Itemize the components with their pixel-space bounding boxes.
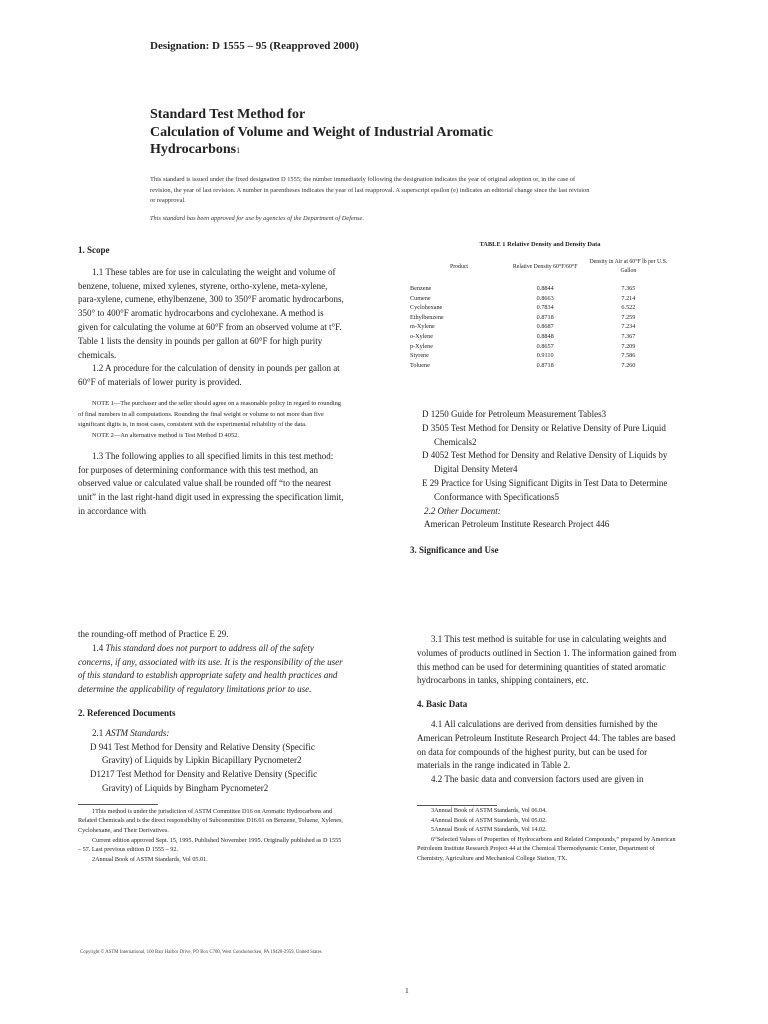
- table-header-row: [410, 258, 670, 276]
- footnote-1b: Current edition approved Sept. 15, 1995. Published November 1995. Originally published as D 1555 – 57. Last previous edition D 1555 – 92.: [78, 836, 342, 854]
- reference-d1217: D1217 Test Method for Density and Relative Density (Specific Gravity) of Liquids by Bingham Pycnometer2: [90, 769, 318, 793]
- table-row: [410, 294, 670, 304]
- product-cell: Ethylbenzene: [410, 313, 444, 321]
- relative-density-cell: 0.8663: [536, 294, 554, 302]
- section-3-heading: 3. Significance and Use: [410, 545, 499, 556]
- relative-density-cell: 0.8687: [536, 323, 554, 331]
- table-row: [410, 332, 670, 342]
- paragraph-4-2: 4.2 The basic data and conversion factors used are given in: [431, 774, 644, 785]
- page-number: 1: [405, 986, 409, 995]
- section-2-heading: 2. Referenced Documents: [78, 707, 176, 718]
- relative-density-cell: 0.8848: [536, 332, 554, 340]
- note-2: NOTE 2—An alternative method is Test Method D 4052.: [92, 432, 239, 440]
- reference-d4052: D 4052 Test Method for Density and Relative Density of Liquids by Digital Density Meter4: [422, 450, 668, 475]
- paragraph-1-4: 1.4 This standard does not purport to address all of the safety concerns, if any, associated with its use. It is the responsibility of the user of this standard to establish appropriate safety and health practices and determine the applicability of regulatory limitations prior to use.: [78, 642, 343, 695]
- table-header-relative-density: Relative Density 60°F/60°F: [512, 263, 578, 270]
- copyright-notice: Copyright © ASTM International, 100 Barr Harbor Drive, PO Box C700, West Conshohocken, PA 19428-2959, United States: [80, 950, 322, 955]
- relative-density-cell: 0.8844: [536, 285, 554, 292]
- standard-notice: This standard is issued under the fixed designation D 1555; the number immediately following the designation indicates the year of original adoption or, in the case of revision, the year of last revision. A number in parentheses indicates the year of last reapproval. A superscript epsilon (e) indicates an editorial change since the last revision or reapproval.: [150, 176, 590, 205]
- density-cell: 6.522: [621, 304, 636, 312]
- density-table: [410, 258, 670, 370]
- reference-d1250: D 1250 Guide for Petroleum Measurement Tables3: [422, 409, 607, 419]
- density-cell: 7.234: [621, 323, 636, 331]
- paragraph-4-1: 4.1 All calculations are derived from densities furnished by the American Petroleum Institute Research Project 44. The tables are based on data for compounds of the highest purity, but can be used for materials in the range indicated in Table 2.: [417, 718, 676, 771]
- product-cell: o-Xylene: [410, 332, 434, 340]
- table-body: [410, 284, 670, 370]
- relative-density-cell: 0.8718: [536, 361, 554, 369]
- table-row: [410, 361, 670, 371]
- right-column-lower: [417, 633, 679, 864]
- footnote-divider: [78, 804, 158, 805]
- density-cell: 7.214: [621, 294, 636, 302]
- left-column-upper: [78, 244, 344, 519]
- paragraph-1-3-continued: the rounding-off method of Practice E 29.: [78, 629, 229, 639]
- reference-d941: D 941 Test Method for Density and Relative Density (Specific Gravity) of Liquids by Lipkin Bicapillary Pycnometer2: [90, 741, 315, 766]
- paragraph-2-1: 2.1 ASTM Standards:: [92, 727, 170, 738]
- section-4-heading: 4. Basic Data: [417, 699, 468, 710]
- table-header-density: Density in Air at 60°F lb per U.S. Gallon: [589, 259, 668, 274]
- title-line-2: Calculation of Volume and Weight of Industrial Aromatic: [150, 124, 493, 140]
- density-cell: 7.365: [621, 285, 636, 292]
- table-row: [410, 313, 670, 323]
- title-footnote-mark: 1: [236, 146, 241, 155]
- density-cell: 7.586: [621, 352, 636, 360]
- reference-e29: E 29 Practice for Using Significant Digits in Test Data to Determine Conformance with Specifications5: [422, 477, 668, 502]
- right-column-upper: [410, 408, 680, 558]
- product-cell: p-Xylene: [410, 342, 434, 350]
- table-1-title: TABLE 1 Relative Density and Density Data: [479, 241, 601, 248]
- density-cell: 7.260: [621, 361, 636, 369]
- relative-density-cell: 0.9110: [536, 352, 554, 360]
- left-column-lower: [78, 628, 344, 864]
- table-row: [410, 322, 670, 332]
- relative-density-cell: 0.8657: [536, 342, 554, 350]
- approval-notice: This standard has been approved for use by agencies of the Department of Defense.: [150, 215, 364, 222]
- table-1: [410, 241, 670, 370]
- paragraph-1-2: 1.2 A procedure for the calculation of density in pounds per gallon at 60°F of materials of lower purity is provided.: [78, 363, 340, 388]
- reference-d3505: D 3505 Test Method for Density or Relative Density of Pure Liquid Chemicals2: [422, 422, 666, 447]
- density-cell: 7.259: [621, 313, 636, 321]
- product-cell: Styrene: [410, 352, 429, 360]
- section-1-heading: 1. Scope: [78, 245, 110, 255]
- footnote-4: 4Annual Book of ASTM Standards, Vol 05.02.: [431, 816, 547, 824]
- table-row: [410, 303, 670, 313]
- density-cell: 7.209: [621, 342, 636, 350]
- table-row: [410, 342, 670, 352]
- title-line-1: Standard Test Method for: [150, 107, 306, 122]
- product-cell: Cumene: [410, 294, 431, 302]
- note-1: NOTE 1—The purchaser and the seller should agree on a reasonable policy in regard to rounding of final numbers in all computations. Rounding the final weight or volume to not more than five significant digits is, in most cases, consistent with the experimental reliability of the data.: [78, 399, 341, 429]
- product-cell: Toluene: [410, 361, 430, 369]
- table-header-product: Product: [450, 263, 469, 270]
- product-cell: m-Xylene: [410, 323, 435, 331]
- table-row: [410, 284, 670, 294]
- density-cell: 7.367: [621, 332, 636, 340]
- document-title: [150, 106, 590, 160]
- paragraph-1-1: 1.1 These tables are for use in calculating the weight and volume of benzene, toluene, mixed xylenes, styrene, ortho-xylene, meta-xylene, para-xylene, cumene, ethylbenzene, 300 to 350°F aromatic hydrocarbons, 350° to 400°F aromatic hydrocarbons and cyclohexane. A method is given for calculating the volume at 60°F from an observed volume at t°F. Table 1 lists the density in pounds per gallon at 60°F for high purity chemicals.: [78, 266, 344, 360]
- footnote-6: 6“Selected Values of Properties of Hydrocarbons and Related Compounds,” prepared by American Petroleum Institute Research Project 44 at the Chemical Thermodynamic Center, Department of Chemistry, Agriculture and Mechanical College Station, TX.: [417, 835, 676, 862]
- footnote-3: 3Annual Book of ASTM Standards, Vol 06.04.: [431, 806, 547, 814]
- paragraph-1-3: 1.3 The following applies to all specified limits in this test method: for purposes of determining conformance with this test method, an observed value or calculated value shall be rounded off “to the nearest unit” in the last right-hand digit used in expressing the specification limit, in accordance with: [78, 450, 344, 516]
- footnote-1: 1This method is under the jurisdiction of ASTM Committee D16 on Aromatic Hydrocarbons and Related Chemicals and is the direct responsibility of Subcommittee D16.01 on Benzene, Toluene, Xylenes, Cyclohexane, and Their Derivatives.: [78, 807, 343, 834]
- designation: Designation: D 1555 – 95 (Reapproved 2000): [150, 40, 359, 52]
- footnote-2: 2Annual Book of ASTM Standards, Vol 05.01.: [92, 855, 208, 863]
- product-cell: Cyclohexane: [410, 304, 443, 312]
- relative-density-cell: 0.8718: [536, 313, 554, 321]
- footnote-5: 5Annual Book of ASTM Standards, Vol 14.02.: [431, 826, 547, 834]
- product-cell: Benzene: [410, 285, 432, 292]
- table-row: [410, 351, 670, 361]
- reference-api-44: American Petroleum Institute Research Project 446: [424, 519, 610, 530]
- paragraph-2-2: 2.2 Other Document:: [424, 505, 501, 516]
- relative-density-cell: 0.7834: [536, 304, 554, 312]
- paragraph-3-1: 3.1 This test method is suitable for use in calculating weights and volumes of products outlined in Section 1. The information gained from this method can be used for determining quantities of stated aromatic hydrocarbons in tanks, shipping containers, etc.: [417, 634, 677, 686]
- title-line-3: Hydrocarbons1: [150, 142, 241, 157]
